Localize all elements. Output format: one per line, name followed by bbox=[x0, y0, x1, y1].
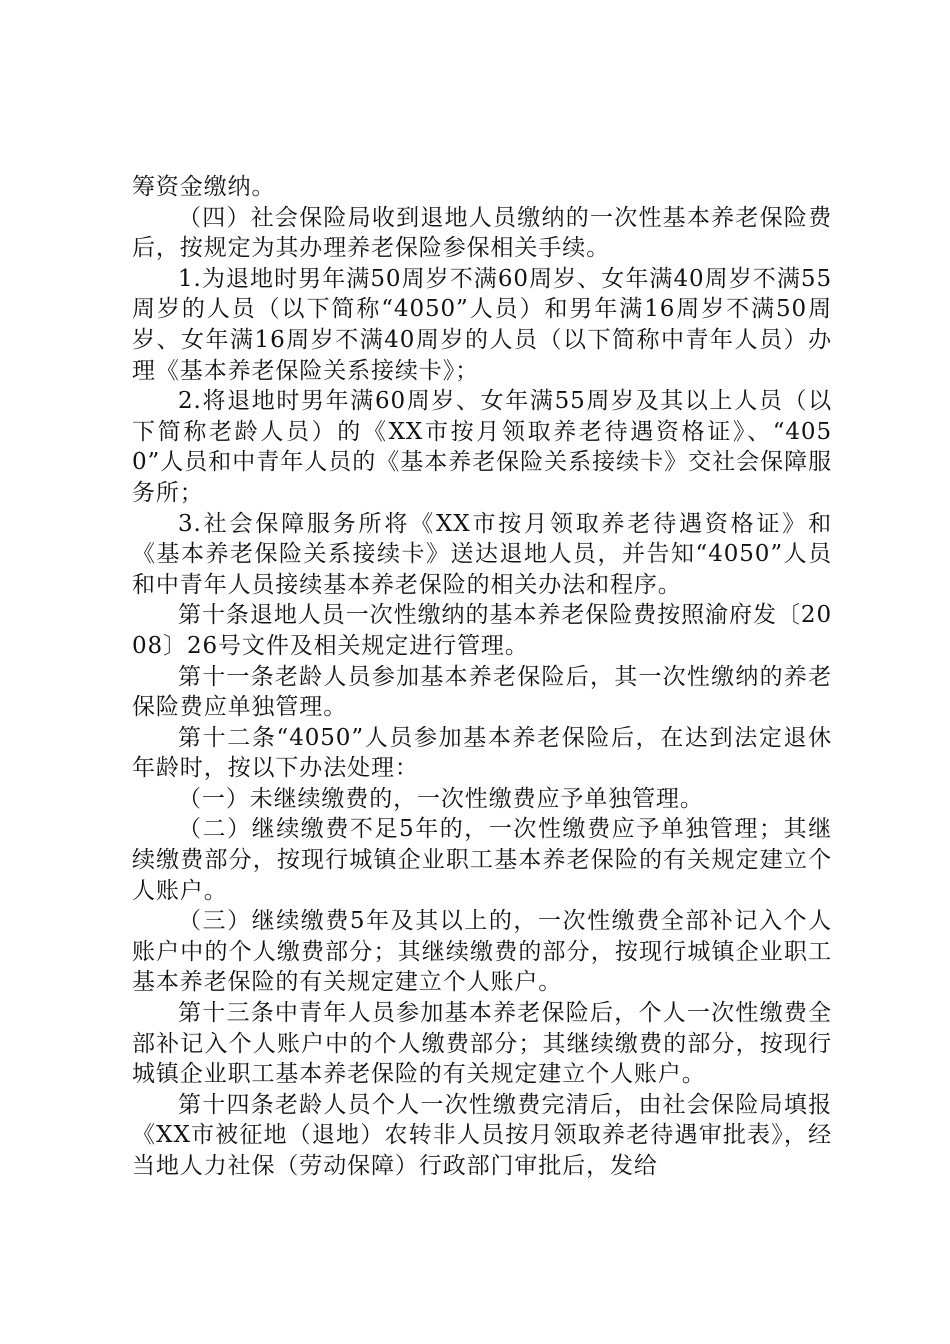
article-12-item-3: （三）继续缴费5年及其以上的，一次性缴费全部补记入个人账户中的个人缴费部分；其继续缴费的部分，按现行城镇企业职工基本养老保险的有关规定建立个人账户。 bbox=[132, 908, 832, 996]
paragraph-subitem-1: 1.为退地时男年满50周岁不满60周岁、女年满40周岁不满55周岁的人员（以下简称“4050”人员）和男年满16周岁不满50周岁、女年满16周岁不满40周岁的人员（以下简称中青年人员）办理《基本养老保险关系接续卡》； bbox=[132, 265, 832, 384]
paragraph-subitem-2: 2.将退地时男年满60周岁、女年满55周岁及其以上人员（以下简称老龄人员）的《XX市按月领取养老待遇资格证》、“4050”人员和中青年人员的《基本养老保险关系接续卡》交社会保障服务所； bbox=[132, 388, 832, 506]
document-body bbox=[132, 172, 832, 1182]
article-14: 第十四条老龄人员个人一次性缴费完清后，由社会保险局填报《XX市被征地（退地）农转非人员按月领取养老待遇审批表》，经当地人力社保（劳动保障）行政部门审批后，发给 bbox=[132, 1091, 832, 1179]
article-10: 第十条退地人员一次性缴纳的基本养老保险费按照渝府发〔2008〕26号文件及相关规定进行管理。 bbox=[132, 602, 832, 659]
article-12-item-2: （二）继续缴费不足5年的，一次性缴费应予单独管理；其继续缴费部分，按现行城镇企业职工基本养老保险的有关规定建立个人账户。 bbox=[132, 816, 832, 904]
article-12: 第十二条“4050”人员参加基本养老保险后，在达到法定退休年龄时，按以下办法处理： bbox=[132, 724, 832, 782]
paragraph-continuation: 筹资金缴纳。 bbox=[132, 174, 276, 200]
article-11: 第十一条老龄人员参加基本养老保险后，其一次性缴纳的养老保险费应单独管理。 bbox=[132, 663, 832, 721]
article-12-item-1: （一）未继续缴费的，一次性缴费应予单独管理。 bbox=[178, 785, 704, 812]
paragraph-subitem-3: 3.社会保障服务所将《XX市按月领取养老待遇资格证》和《基本养老保险关系接续卡》送达退地人员，并告知“4050”人员和中青年人员接续基本养老保险的相关办法和程序。 bbox=[132, 510, 832, 598]
paragraph-item-four: （四）社会保险局收到退地人员缴纳的一次性基本养老保险费后，按规定为其办理养老保险参保相关手续。 bbox=[132, 204, 832, 262]
article-13: 第十三条中青年人员参加基本养老保险后，个人一次性缴费全部补记入个人账户中的个人缴费部分；其继续缴费的部分，按现行城镇企业职工基本养老保险的有关规定建立个人账户。 bbox=[132, 1000, 832, 1088]
